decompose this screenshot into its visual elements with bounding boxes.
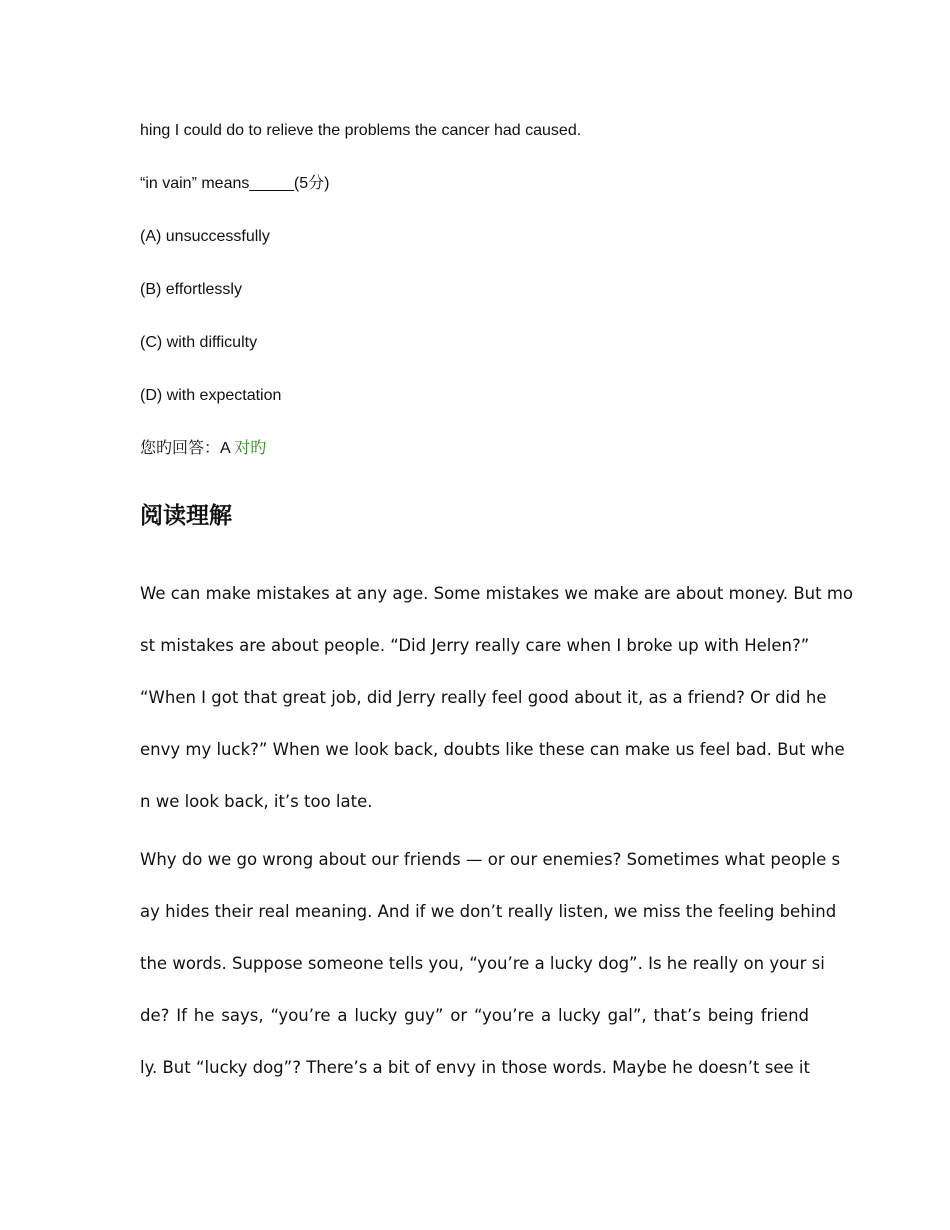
section-title: 阅读理解: [140, 503, 232, 529]
paragraph-line: envy my luck?” When we look back, doubts like these can make us feel bad. But whe: [140, 740, 845, 759]
question-prev-line: hing I could do to relieve the problems the cancer had caused.: [140, 122, 582, 139]
paragraph-line: de? If he says, “you’re a lucky guy” or “you’re a lucky gal”, that’s being friend: [140, 1006, 809, 1025]
paragraph-line: n we look back, it’s too late.: [140, 792, 373, 811]
paragraph-line: Why do we go wrong about our friends — or our enemies? Sometimes what people s: [140, 850, 841, 869]
paragraph-line: ly. But “lucky dog”? There’s a bit of envy in those words. Maybe he doesn’t see it: [140, 1058, 810, 1077]
answer-line: [140, 439, 266, 459]
option-b: (B) effortlessly: [140, 281, 242, 298]
option-a: (A) unsuccessfully: [140, 228, 270, 245]
paragraph-line: the words. Suppose someone tells you, “you’re a lucky dog”. Is he really on your si: [140, 954, 825, 973]
paragraph-line: st mistakes are about people. “Did Jerry really care when I broke up with Helen?”: [140, 636, 810, 655]
answer-prefix: 您旳回答：A: [140, 440, 230, 457]
option-d: (D) with expectation: [140, 387, 282, 404]
paragraph-line: ay hides their real meaning. And if we don’t really listen, we miss the feeling behind: [140, 902, 837, 921]
option-c: (C) with difficulty: [140, 334, 258, 351]
paragraph-line: “When I got that great job, did Jerry really feel good about it, as a friend? Or did he: [140, 688, 827, 707]
question-stem: “in vain” means_____(5分): [140, 175, 330, 192]
paragraph-line: We can make mistakes at any age. Some mistakes we make are about money. But mo: [140, 584, 853, 603]
answer-result: 对旳: [234, 440, 267, 457]
